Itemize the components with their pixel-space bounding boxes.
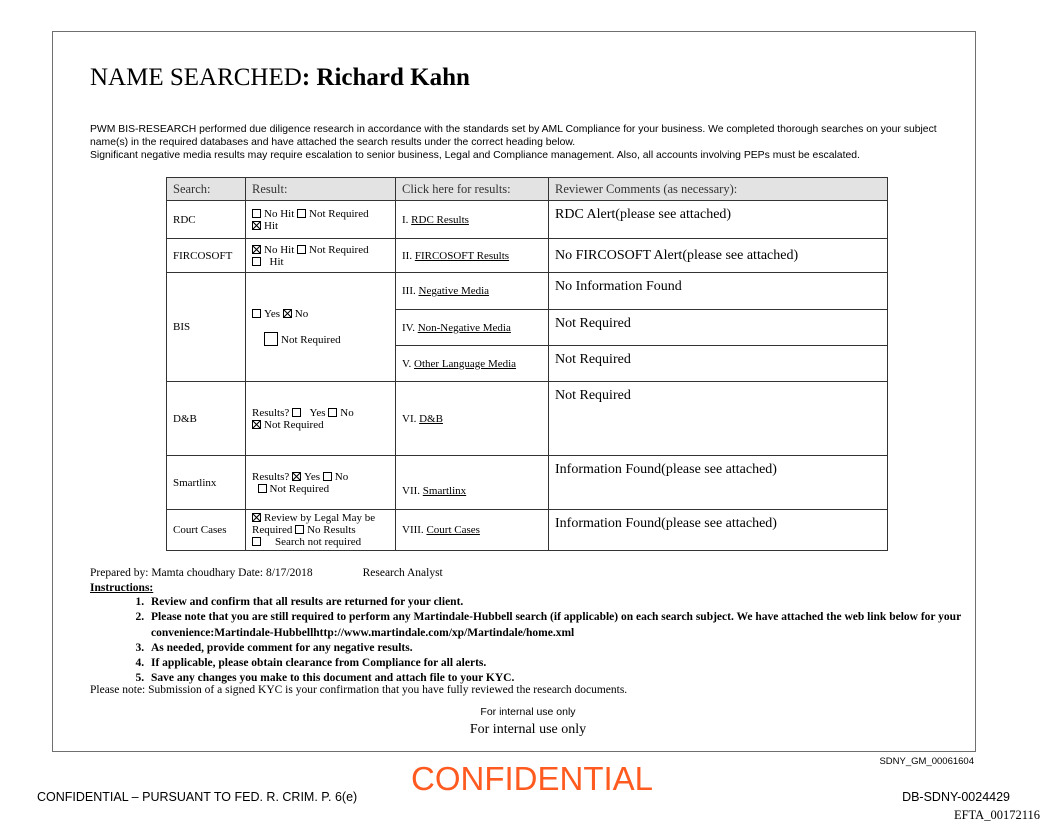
fircosoft-results-link[interactable]: FIRCOSOFT Results [414,249,510,262]
title-label: NAME SEARCHED [90,64,302,91]
db-search: D&B [167,382,246,456]
rdc-hit-checkbox[interactable] [252,221,261,230]
header-comments: Reviewer Comments (as necessary): [549,178,888,201]
db-no-checkbox[interactable] [328,408,337,417]
fircosoft-hit-checkbox[interactable] [252,257,261,266]
bis-yes-label: Yes [264,308,281,320]
bis-negative-comment [549,273,888,310]
intro-text [90,123,970,162]
table-header-row [167,178,888,201]
court-link-cell [396,510,549,551]
fircosoft-not-required-label: Not Required [309,243,369,256]
bates-number-top: SDNY_GM_00061604 [879,756,974,767]
bis-non-negative-prefix: IV. [402,321,418,334]
bis-result [246,273,396,382]
db-link-cell [396,382,549,456]
instruction-item: 3. As needed, provide comment for any negative results. [147,641,1027,656]
fircosoft-search: FIRCOSOFT [167,239,246,273]
smartlinx-yes-checkbox[interactable] [292,472,301,481]
fircosoft-comment [549,239,888,273]
smartlinx-link[interactable]: Smartlinx [422,485,467,497]
confidential-notice: CONFIDENTIAL – PURSUANT TO FED. R. CRIM. P. 6(e) [37,790,358,804]
db-yes-checkbox[interactable] [292,408,301,417]
court-result [246,510,396,551]
bis-yes-checkbox[interactable] [252,309,261,318]
rdc-link-prefix: I. [402,213,412,226]
court-cases-link[interactable]: Court Cases [426,524,480,536]
bis-other-language-link-cell [396,346,549,382]
intro-line-1: PWM BIS-RESEARCH performed due diligence research in accordance with the standards set by AML Compliance for your business. We completed thorough searches on your subject name(s) in the required databases and have attached the search results under the correct heading below. [90,124,937,148]
smartlinx-no-checkbox[interactable] [323,472,332,481]
fircosoft-link-cell [396,239,549,273]
results-table [166,177,888,551]
fircosoft-not-required-checkbox[interactable] [297,245,306,254]
confidential-stamp: CONFIDENTIAL [411,760,654,797]
table-row-rdc [167,201,888,239]
smartlinx-search: Smartlinx [167,456,246,510]
prepared-by [90,567,443,579]
header-result: Result: [246,178,396,201]
bis-non-negative-comment [549,310,888,346]
bis-other-language-prefix: V. [402,357,415,370]
instructions-list [90,595,1027,687]
page-title [90,64,470,92]
header-search: Search: [167,178,246,201]
bis-negative-link-cell [396,273,549,310]
rdc-no-hit-label: No Hit [264,207,295,220]
court-not-required-label: Search not required [275,536,362,548]
title-colon: : [301,64,317,91]
bis-other-language-comment-text: Not Required [555,352,631,367]
db-not-required-checkbox[interactable] [252,420,261,429]
rdc-link-cell [396,201,549,239]
table-row-bis-negative [167,273,888,310]
bis-no-label: No [294,308,309,320]
instruction-item: 1. Review and confirm that all results are returned for your client. [147,595,1027,610]
prepared-role: Research Analyst [362,567,443,579]
prepared-by-text: Prepared by: Mamta choudhary Date: 8/17/2018 [90,567,313,579]
internal-use-small: For internal use only [480,706,576,718]
searched-name: Richard Kahn [316,64,470,91]
db-not-required-label: Not Required [264,418,324,431]
rdc-not-required-checkbox[interactable] [297,209,306,218]
rdc-results-link[interactable]: RDC Results [411,213,469,226]
table-row-db [167,382,888,456]
db-no-label: No [340,406,354,419]
rdc-hit-label: Hit [264,219,279,232]
db-results-label: Results? [252,406,290,419]
smartlinx-comment-text: Information Found(please see attached) [555,462,777,477]
smartlinx-not-required-checkbox[interactable] [258,484,267,493]
negative-media-link[interactable]: Negative Media [418,285,490,297]
smartlinx-not-required-label: Not Required [269,482,330,495]
smartlinx-link-cell [396,456,549,510]
court-no-results-label: No Results [307,524,356,536]
bates-number-bottom: DB-SDNY-0024429 [902,790,1010,804]
fircosoft-no-hit-checkbox[interactable] [252,245,261,254]
intro-line-2: Significant negative media results may require escalation to senior business, Legal and Compliance management. Also, all accounts involving PEPs must be escalated. [90,150,860,161]
smartlinx-result [246,456,396,510]
rdc-search: RDC [167,201,246,239]
bis-other-language-comment [549,346,888,382]
rdc-not-required-label: Not Required [309,207,369,220]
fircosoft-link-prefix: II. [402,249,415,262]
court-review-label: Review by Legal May be Required [252,512,376,536]
bis-negative-comment-text: No Information Found [555,279,682,294]
db-link[interactable]: D&B [419,412,443,425]
instruction-item: 4. If applicable, please obtain clearance from Compliance for all alerts. [147,656,1027,671]
instruction-item: 2. Please note that you are still required to perform any Martindale-Hubbell search (if applicable) on each search subject. We have attached the web link below for your convenience:Martindale-Hubbellhttp://www.martindale.com/xp/Martindale/home.xml [147,610,1027,641]
court-comment [549,510,888,551]
non-negative-media-link[interactable]: Non-Negative Media [417,321,511,334]
bis-search: BIS [167,273,246,382]
header-results-link: Click here for results: [396,178,549,201]
bis-not-required-label: Not Required [281,334,341,346]
db-result [246,382,396,456]
court-search: Court Cases [167,510,246,551]
smartlinx-no-label: No [334,470,349,483]
table-row-smartlinx [167,456,888,510]
instruction-item: 5. Save any changes you make to this document and attach file to your KYC. [147,671,1027,686]
court-link-prefix: VIII. [402,524,427,536]
court-not-required-checkbox[interactable] [252,537,261,546]
fircosoft-hit-label: Hit [269,255,284,268]
bis-negative-prefix: III. [402,285,419,297]
table-row-court [167,510,888,551]
court-comment-text: Information Found(please see attached) [555,516,777,531]
db-yes-label: Yes [309,406,326,419]
db-comment [549,382,888,456]
rdc-comment-text: RDC Alert(please see attached) [555,207,732,222]
smartlinx-comment [549,456,888,510]
rdc-no-hit-checkbox[interactable] [252,209,261,218]
other-language-media-link[interactable]: Other Language Media [414,357,517,370]
db-link-prefix: VI. [402,412,420,425]
db-comment-text: Not Required [555,388,631,403]
fircosoft-no-hit-label: No Hit [264,243,295,256]
rdc-result [246,201,396,239]
instructions-heading: Instructions: [90,582,154,594]
efta-number: EFTA_00172116 [953,808,1040,822]
bis-no-checkbox[interactable] [283,309,292,318]
smartlinx-results-label: Results? [252,470,290,483]
table-row-fircosoft [167,239,888,273]
smartlinx-yes-label: Yes [304,470,321,483]
bis-non-negative-comment-text: Not Required [555,316,631,331]
smartlinx-link-prefix: VII. [402,485,423,497]
court-no-results-checkbox[interactable] [295,525,304,534]
submission-note: Please note: Submission of a signed KYC is your confirmation that you have fully reviewed the research documents. [90,684,628,696]
rdc-comment [549,201,888,239]
bis-not-required-checkbox[interactable] [264,332,278,346]
bis-non-negative-link-cell [396,310,549,346]
court-review-checkbox[interactable] [252,513,261,522]
fircosoft-result [246,239,396,273]
internal-use-large: For internal use only [469,722,587,737]
fircosoft-comment-text: No FIRCOSOFT Alert(please see attached) [555,247,799,263]
